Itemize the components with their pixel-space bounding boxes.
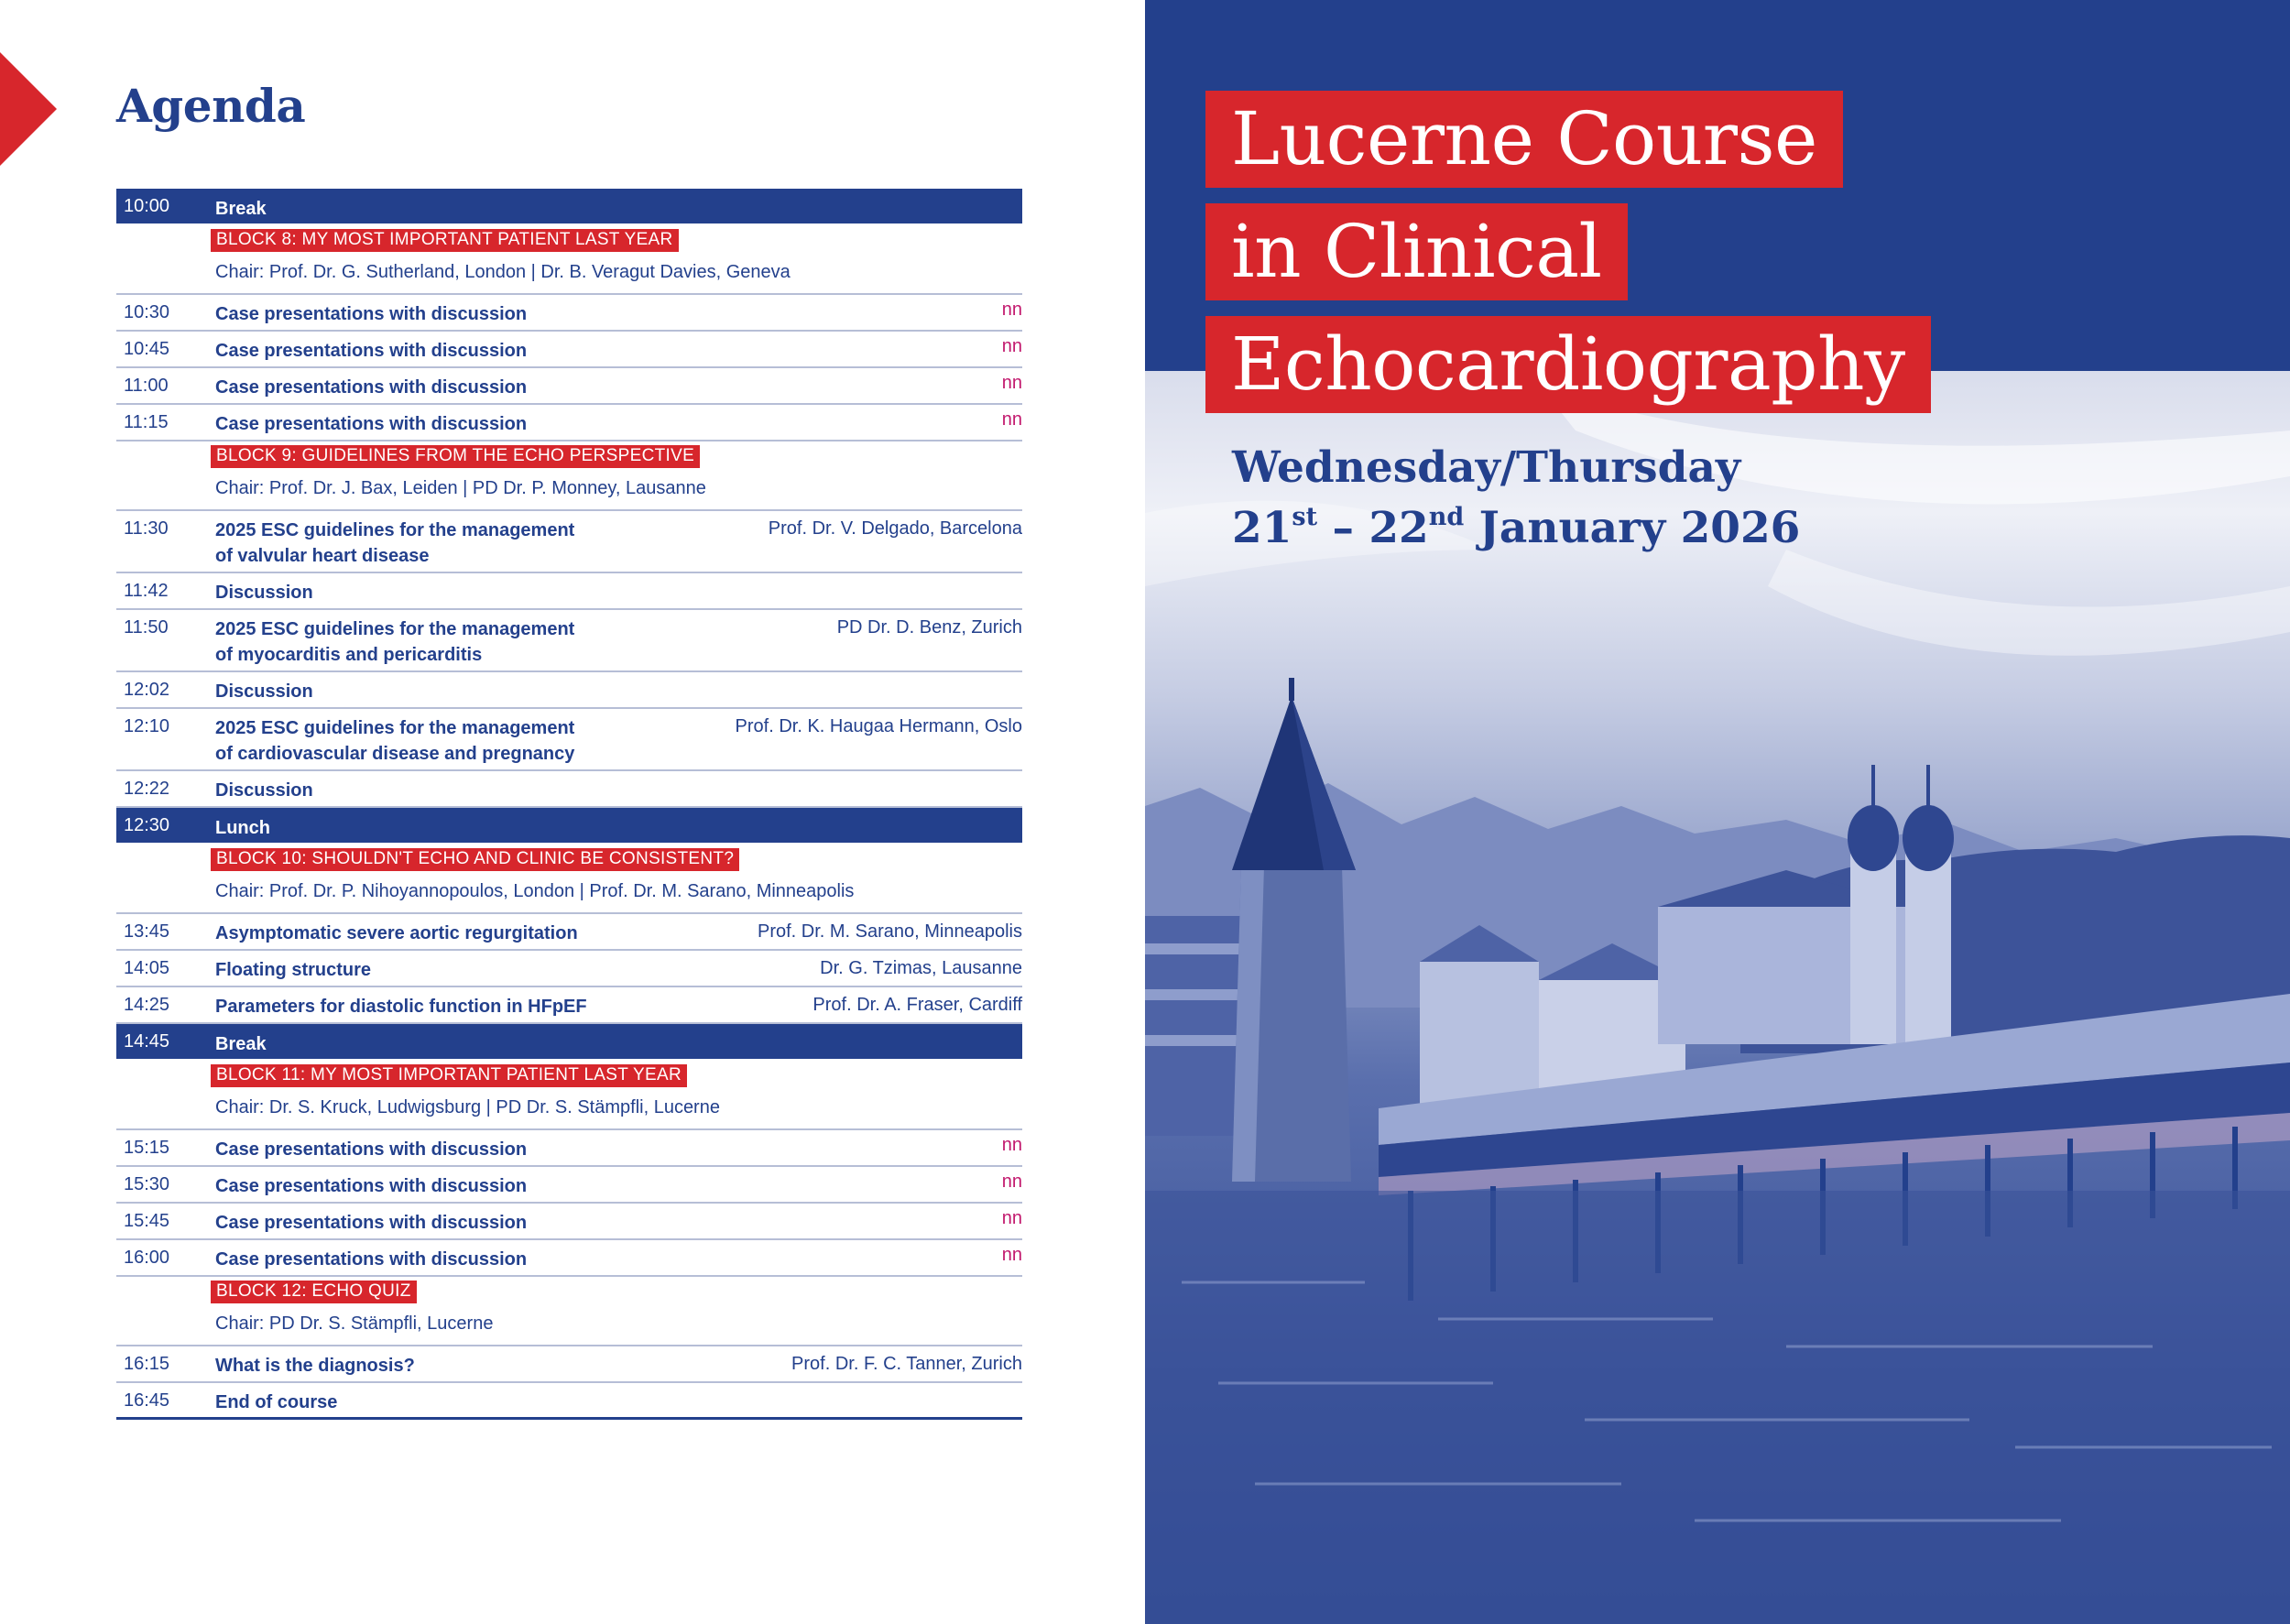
block-label: BLOCK 8: MY MOST IMPORTANT PATIENT LAST YEAR — [211, 229, 679, 252]
session-title-line-1: Break — [215, 1034, 267, 1054]
course-title-line-1: Lucerne Course — [1205, 91, 1843, 188]
agenda-break-row — [116, 808, 1022, 845]
session-time: 14:05 — [124, 958, 170, 978]
session-title-line-2: of myocarditis and pericarditis — [215, 645, 483, 665]
session-title-line-1: Discussion — [215, 583, 313, 603]
session-title-line-1: 2025 ESC guidelines for the management — [215, 619, 575, 639]
session-title-line-2: of valvular heart disease — [215, 546, 430, 566]
block-label: BLOCK 12: ECHO QUIZ — [211, 1281, 417, 1303]
session-time: 16:45 — [124, 1390, 170, 1411]
session-title — [215, 375, 527, 400]
session-title — [215, 1390, 337, 1415]
session-time: 11:00 — [124, 376, 169, 396]
agenda-session-row — [116, 951, 1022, 987]
session-title-line-1: Break — [215, 199, 267, 219]
session-title — [215, 1031, 267, 1057]
block-label: BLOCK 10: SHOULDN'T ECHO AND CLINIC BE CONSISTENT? — [211, 848, 739, 871]
course-title — [1205, 91, 1931, 429]
course-dates — [1232, 438, 1800, 559]
session-speaker: Prof. Dr. K. Haugaa Hermann, Oslo — [735, 716, 1022, 736]
session-time: 13:45 — [124, 921, 170, 942]
agenda-break-row — [116, 189, 1022, 225]
block-chair: Chair: Prof. Dr. J. Bax, Leiden | PD Dr. P. Monney, Lausanne — [215, 478, 706, 498]
date-separator: – — [1332, 503, 1354, 553]
session-title-line-1: Case presentations with discussion — [215, 414, 528, 434]
session-time: 11:15 — [124, 412, 169, 432]
session-speaker-tbd: nn — [1001, 1245, 1022, 1265]
course-title-line-2: in Clinical — [1205, 203, 1628, 300]
start-day-suffix: st — [1292, 503, 1318, 531]
session-time: 12:10 — [124, 716, 170, 736]
session-title-line-1: Discussion — [215, 780, 313, 801]
agenda-session-row — [116, 987, 1022, 1024]
agenda-session-row — [116, 1346, 1022, 1383]
agenda-session-row — [116, 672, 1022, 709]
session-title — [215, 679, 313, 704]
session-time: 11:50 — [124, 617, 169, 638]
session-time: 11:42 — [124, 581, 169, 601]
agenda-session-row — [116, 1130, 1022, 1167]
session-speaker: Prof. Dr. F. C. Tanner, Zurich — [791, 1354, 1022, 1374]
session-title-line-1: Asymptomatic severe aortic regurgitation — [215, 923, 578, 943]
agenda-block-header — [116, 1061, 1022, 1130]
session-title-line-1: 2025 ESC guidelines for the management — [215, 520, 575, 540]
session-title — [215, 196, 267, 222]
session-title-line-2: of cardiovascular disease and pregnancy — [215, 744, 575, 764]
block-label: BLOCK 9: GUIDELINES FROM THE ECHO PERSPECTIVE — [211, 445, 700, 468]
session-speaker-tbd: nn — [1001, 1172, 1022, 1192]
agenda-table — [116, 189, 1022, 1420]
agenda-heading: Agenda — [116, 79, 306, 133]
session-time: 10:30 — [124, 302, 170, 322]
session-speaker: Prof. Dr. V. Delgado, Barcelona — [768, 518, 1022, 539]
agenda-block-header — [116, 845, 1022, 914]
agenda-session-row — [116, 332, 1022, 368]
session-title-line-1: 2025 ESC guidelines for the management — [215, 718, 575, 738]
session-speaker: PD Dr. D. Benz, Zurich — [836, 617, 1022, 638]
session-title — [215, 580, 313, 605]
session-speaker: Dr. G. Tzimas, Lausanne — [820, 958, 1022, 978]
session-title-line-1: Parameters for diastolic function in HFpEF — [215, 997, 587, 1017]
session-speaker-tbd: nn — [1001, 300, 1022, 320]
month-year: January 2026 — [1478, 503, 1801, 553]
block-chair: Chair: PD Dr. S. Stämpfli, Lucerne — [215, 1313, 494, 1334]
agenda-session-row — [116, 709, 1022, 771]
session-title — [215, 994, 587, 1019]
session-speaker-tbd: nn — [1001, 1208, 1022, 1228]
agenda-session-row — [116, 1204, 1022, 1240]
block-chair: Chair: Prof. Dr. P. Nihoyannopoulos, London | Prof. Dr. M. Sarano, Minneapolis — [215, 881, 855, 901]
session-speaker: Prof. Dr. M. Sarano, Minneapolis — [757, 921, 1022, 942]
session-title — [215, 616, 574, 668]
session-title — [215, 1353, 415, 1379]
course-title-line-3: Echocardiography — [1205, 316, 1931, 413]
agenda-session-row — [116, 914, 1022, 951]
session-title — [215, 1137, 527, 1162]
agenda-session-row — [116, 511, 1022, 573]
session-time: 15:15 — [124, 1138, 170, 1158]
session-time: 14:45 — [124, 1031, 170, 1052]
session-title-line-1: Case presentations with discussion — [215, 1176, 528, 1196]
agenda-session-row — [116, 1240, 1022, 1277]
session-time: 16:00 — [124, 1248, 170, 1268]
session-title — [215, 411, 527, 437]
jesuit-church — [1658, 765, 1954, 1044]
session-speaker-tbd: nn — [1001, 336, 1022, 356]
session-title — [215, 957, 371, 983]
session-speaker-tbd: nn — [1001, 409, 1022, 430]
session-time: 14:25 — [124, 995, 170, 1015]
session-title — [215, 778, 313, 803]
block-label: BLOCK 11: MY MOST IMPORTANT PATIENT LAST YEAR — [211, 1064, 687, 1087]
session-speaker: Prof. Dr. A. Fraser, Cardiff — [812, 995, 1022, 1015]
session-time: 12:22 — [124, 779, 170, 799]
session-title-line-1: Discussion — [215, 681, 313, 702]
session-title — [215, 715, 574, 767]
block-chair: Chair: Dr. S. Kruck, Ludwigsburg | PD Dr. S. Stämpfli, Lucerne — [215, 1097, 720, 1117]
session-time: 12:02 — [124, 680, 170, 700]
session-time: 15:45 — [124, 1211, 170, 1231]
agenda-session-row — [116, 771, 1022, 808]
agenda-block-header — [116, 1277, 1022, 1346]
agenda-session-row — [116, 573, 1022, 610]
session-title — [215, 921, 578, 946]
cover-page — [1145, 0, 2290, 1624]
session-title-line-1: Case presentations with discussion — [215, 377, 528, 398]
session-time: 15:30 — [124, 1174, 170, 1194]
agenda-session-row — [116, 610, 1022, 672]
agenda-break-row — [116, 1024, 1022, 1061]
agenda-session-row — [116, 405, 1022, 441]
session-title-line-1: What is the diagnosis? — [215, 1356, 415, 1376]
agenda-session-row — [116, 295, 1022, 332]
red-arrow-marker-icon — [0, 52, 57, 166]
session-title-line-1: Lunch — [215, 818, 270, 838]
session-title — [215, 338, 527, 364]
session-time: 11:30 — [124, 518, 169, 539]
session-title — [215, 518, 574, 569]
session-title — [215, 301, 527, 327]
agenda-session-row — [116, 1167, 1022, 1204]
lake-water — [1145, 1191, 2290, 1624]
session-title-line-1: End of course — [215, 1392, 338, 1412]
end-day: 22 — [1369, 503, 1429, 553]
session-title-line-1: Case presentations with discussion — [215, 1139, 528, 1160]
session-time: 10:00 — [124, 196, 170, 216]
session-time: 12:30 — [124, 815, 170, 835]
session-speaker-tbd: nn — [1001, 1135, 1022, 1155]
agenda-block-header — [116, 441, 1022, 511]
agenda-block-header — [116, 225, 1022, 295]
session-title — [215, 1210, 527, 1236]
session-title — [215, 1247, 527, 1272]
session-speaker-tbd: nn — [1001, 373, 1022, 393]
agenda-session-row — [116, 1383, 1022, 1420]
session-title-line-1: Case presentations with discussion — [215, 341, 528, 361]
session-time: 10:45 — [124, 339, 170, 359]
session-title — [215, 1173, 527, 1199]
course-days: Wednesday/Thursday — [1232, 442, 1741, 493]
session-title-line-1: Floating structure — [215, 960, 372, 980]
session-title-line-1: Case presentations with discussion — [215, 1213, 528, 1233]
block-chair: Chair: Prof. Dr. G. Sutherland, London | Dr. B. Veragut Davies, Geneva — [215, 262, 791, 282]
session-title — [215, 815, 270, 841]
start-day: 21 — [1232, 503, 1292, 553]
session-title-line-1: Case presentations with discussion — [215, 1249, 528, 1270]
course-date-range — [1232, 498, 1800, 559]
session-time: 16:15 — [124, 1354, 170, 1374]
agenda-session-row — [116, 368, 1022, 405]
end-day-suffix: nd — [1428, 503, 1465, 531]
session-title-line-1: Case presentations with discussion — [215, 304, 528, 324]
water-tower — [1232, 678, 1356, 1182]
